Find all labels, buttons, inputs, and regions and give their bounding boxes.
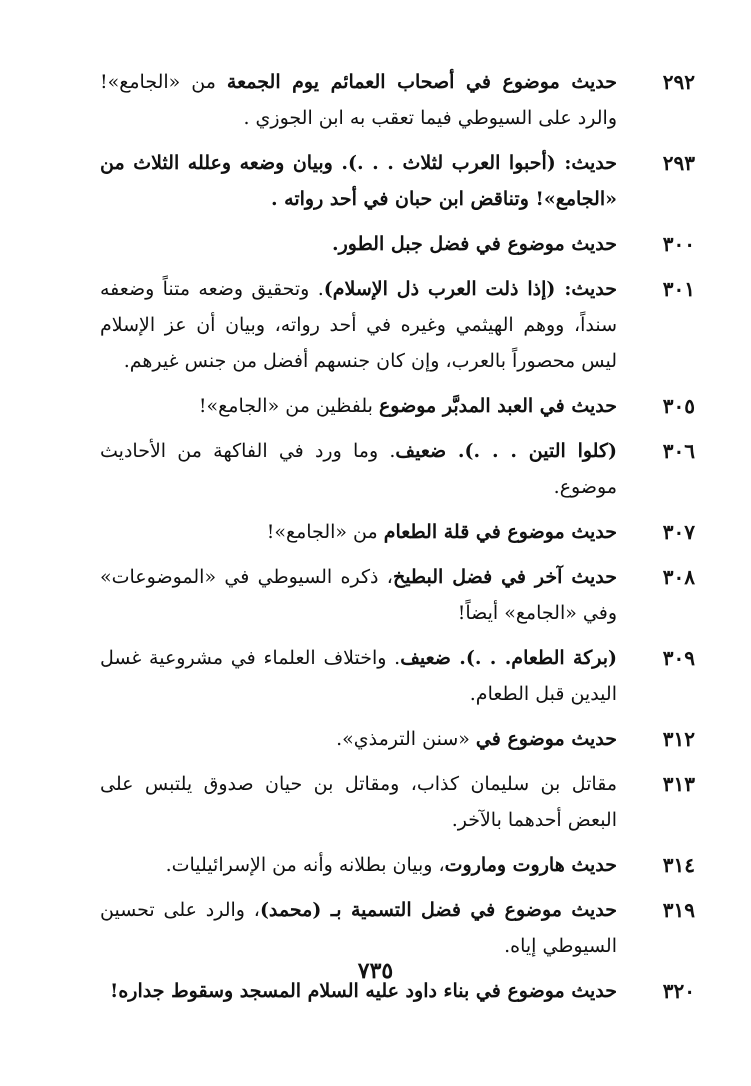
entry-number: ٣٠٠ — [662, 232, 695, 256]
entry-bold-text: حديث: (إذا ذلت العرب ذل الإسلام) — [323, 278, 617, 300]
entry-bold-text: (كلوا التين . . .). ضعيف — [395, 440, 617, 462]
list-item — [100, 145, 695, 217]
entry-bold-text: حديث آخر في فضل البطيخ — [392, 566, 617, 588]
entry-number: ٣١٩ — [662, 898, 695, 922]
entry-number: ٣٠٨ — [662, 565, 695, 589]
entry-rest-text: ، ذكره السيوطي في «الموضوعات» وفي «الجامع» أيضاً! — [100, 566, 617, 624]
entry-rest-text: مقاتل بن سليمان كذاب، ومقاتل بن حيان صدوق يلتبس على البعض أحدهما بالآخر. — [100, 773, 617, 831]
entry-number: ٣٠٥ — [662, 394, 695, 418]
entry-text — [100, 145, 617, 217]
entry-text — [100, 388, 617, 424]
list-item — [100, 892, 695, 964]
entry-text — [100, 64, 617, 136]
entry-bold-text: حديث موضوع في فضل التسمية بـ (محمد) — [259, 899, 617, 921]
entry-bold-text: حديث في العبد المدبَّر موضوع — [378, 395, 617, 417]
entry-number: ٣٠٧ — [662, 520, 695, 544]
list-item — [100, 559, 695, 631]
entry-number: ٣١٣ — [662, 772, 695, 796]
list-item — [100, 433, 695, 505]
entry-rest-text: بلفظين من «الجامع»! — [198, 395, 379, 417]
list-item — [100, 271, 695, 379]
entry-bold-text: حديث موضوع في — [475, 728, 617, 750]
entry-rest-text: . واختلاف العلماء في مشروعية غسل اليدين قبل الطعام. — [100, 647, 617, 705]
entry-number: ٢٩٢ — [662, 70, 695, 94]
entry-text — [100, 721, 617, 757]
entry-number: ٢٩٣ — [662, 151, 695, 175]
entry-number: ٣١٤ — [662, 853, 695, 877]
entry-rest-text: من «الجامع»! والرد على السيوطي فيما تعقب به ابن الجوزي . — [100, 71, 617, 129]
entry-bold-text: (بركة الطعام. . .). ضعيف — [400, 647, 617, 669]
entry-number: ٣٢٠ — [662, 979, 695, 1003]
entry-bold-text: حديث هاروت وماروت — [444, 854, 617, 876]
entry-text — [100, 271, 617, 379]
list-item — [100, 721, 695, 757]
entries-list — [100, 64, 695, 1018]
entry-rest-text: «سنن الترمذي». — [336, 728, 476, 750]
list-item — [100, 514, 695, 550]
entry-bold-text: حديث: (أحبوا العرب لثلاث . . .). وبيان وضعه وعلله الثلاث من «الجامع»! وتناقض ابن حبان في أحد رواته . — [100, 152, 617, 210]
entry-text — [100, 433, 617, 505]
entry-text — [100, 514, 617, 550]
entry-rest-text: من «الجامع»! — [266, 521, 384, 543]
entry-text — [100, 226, 617, 262]
entry-bold-text: حديث موضوع في قلة الطعام — [383, 521, 617, 543]
entry-number: ٣٠٦ — [662, 439, 695, 463]
list-item — [100, 226, 695, 262]
entry-rest-text: ، وبيان بطلانه وأنه من الإسرائيليات. — [165, 854, 445, 876]
list-item — [100, 847, 695, 883]
entry-bold-text: حديث موضوع في فضل جبل الطور. — [331, 233, 617, 255]
list-item — [100, 64, 695, 136]
entry-rest-text: . وما ورد في الفاكهة من الأحاديث موضوع. — [100, 440, 617, 498]
entry-rest-text: ، والرد على تحسين السيوطي إياه. — [100, 899, 617, 957]
entry-number: ٣١٢ — [662, 727, 695, 751]
list-item — [100, 388, 695, 424]
entry-text — [100, 847, 617, 883]
entry-bold-text: حديث موضوع في بناء داود عليه السلام المسجد وسقوط جداره! — [110, 980, 617, 1002]
entry-text — [100, 892, 617, 964]
list-item — [100, 640, 695, 712]
page-number: ٧٣٥ — [357, 958, 394, 984]
entry-text — [100, 766, 617, 838]
entry-number: ٣٠٩ — [662, 646, 695, 670]
entry-text — [100, 559, 617, 631]
entry-text — [100, 640, 617, 712]
entry-number: ٣٠١ — [662, 277, 695, 301]
list-item — [100, 766, 695, 838]
entry-bold-text: حديث موضوع في أصحاب العمائم يوم الجمعة — [226, 71, 617, 93]
entry-rest-text: . وتحقيق وضعه متناً وضعفه سنداً، ووهم الهيثمي وغيره في أحد رواته، وبيان أن عز الإسلام ليس محصوراً بالعرب، وإن كان جنسهم أفضل من جنس غيرهم. — [100, 278, 617, 372]
